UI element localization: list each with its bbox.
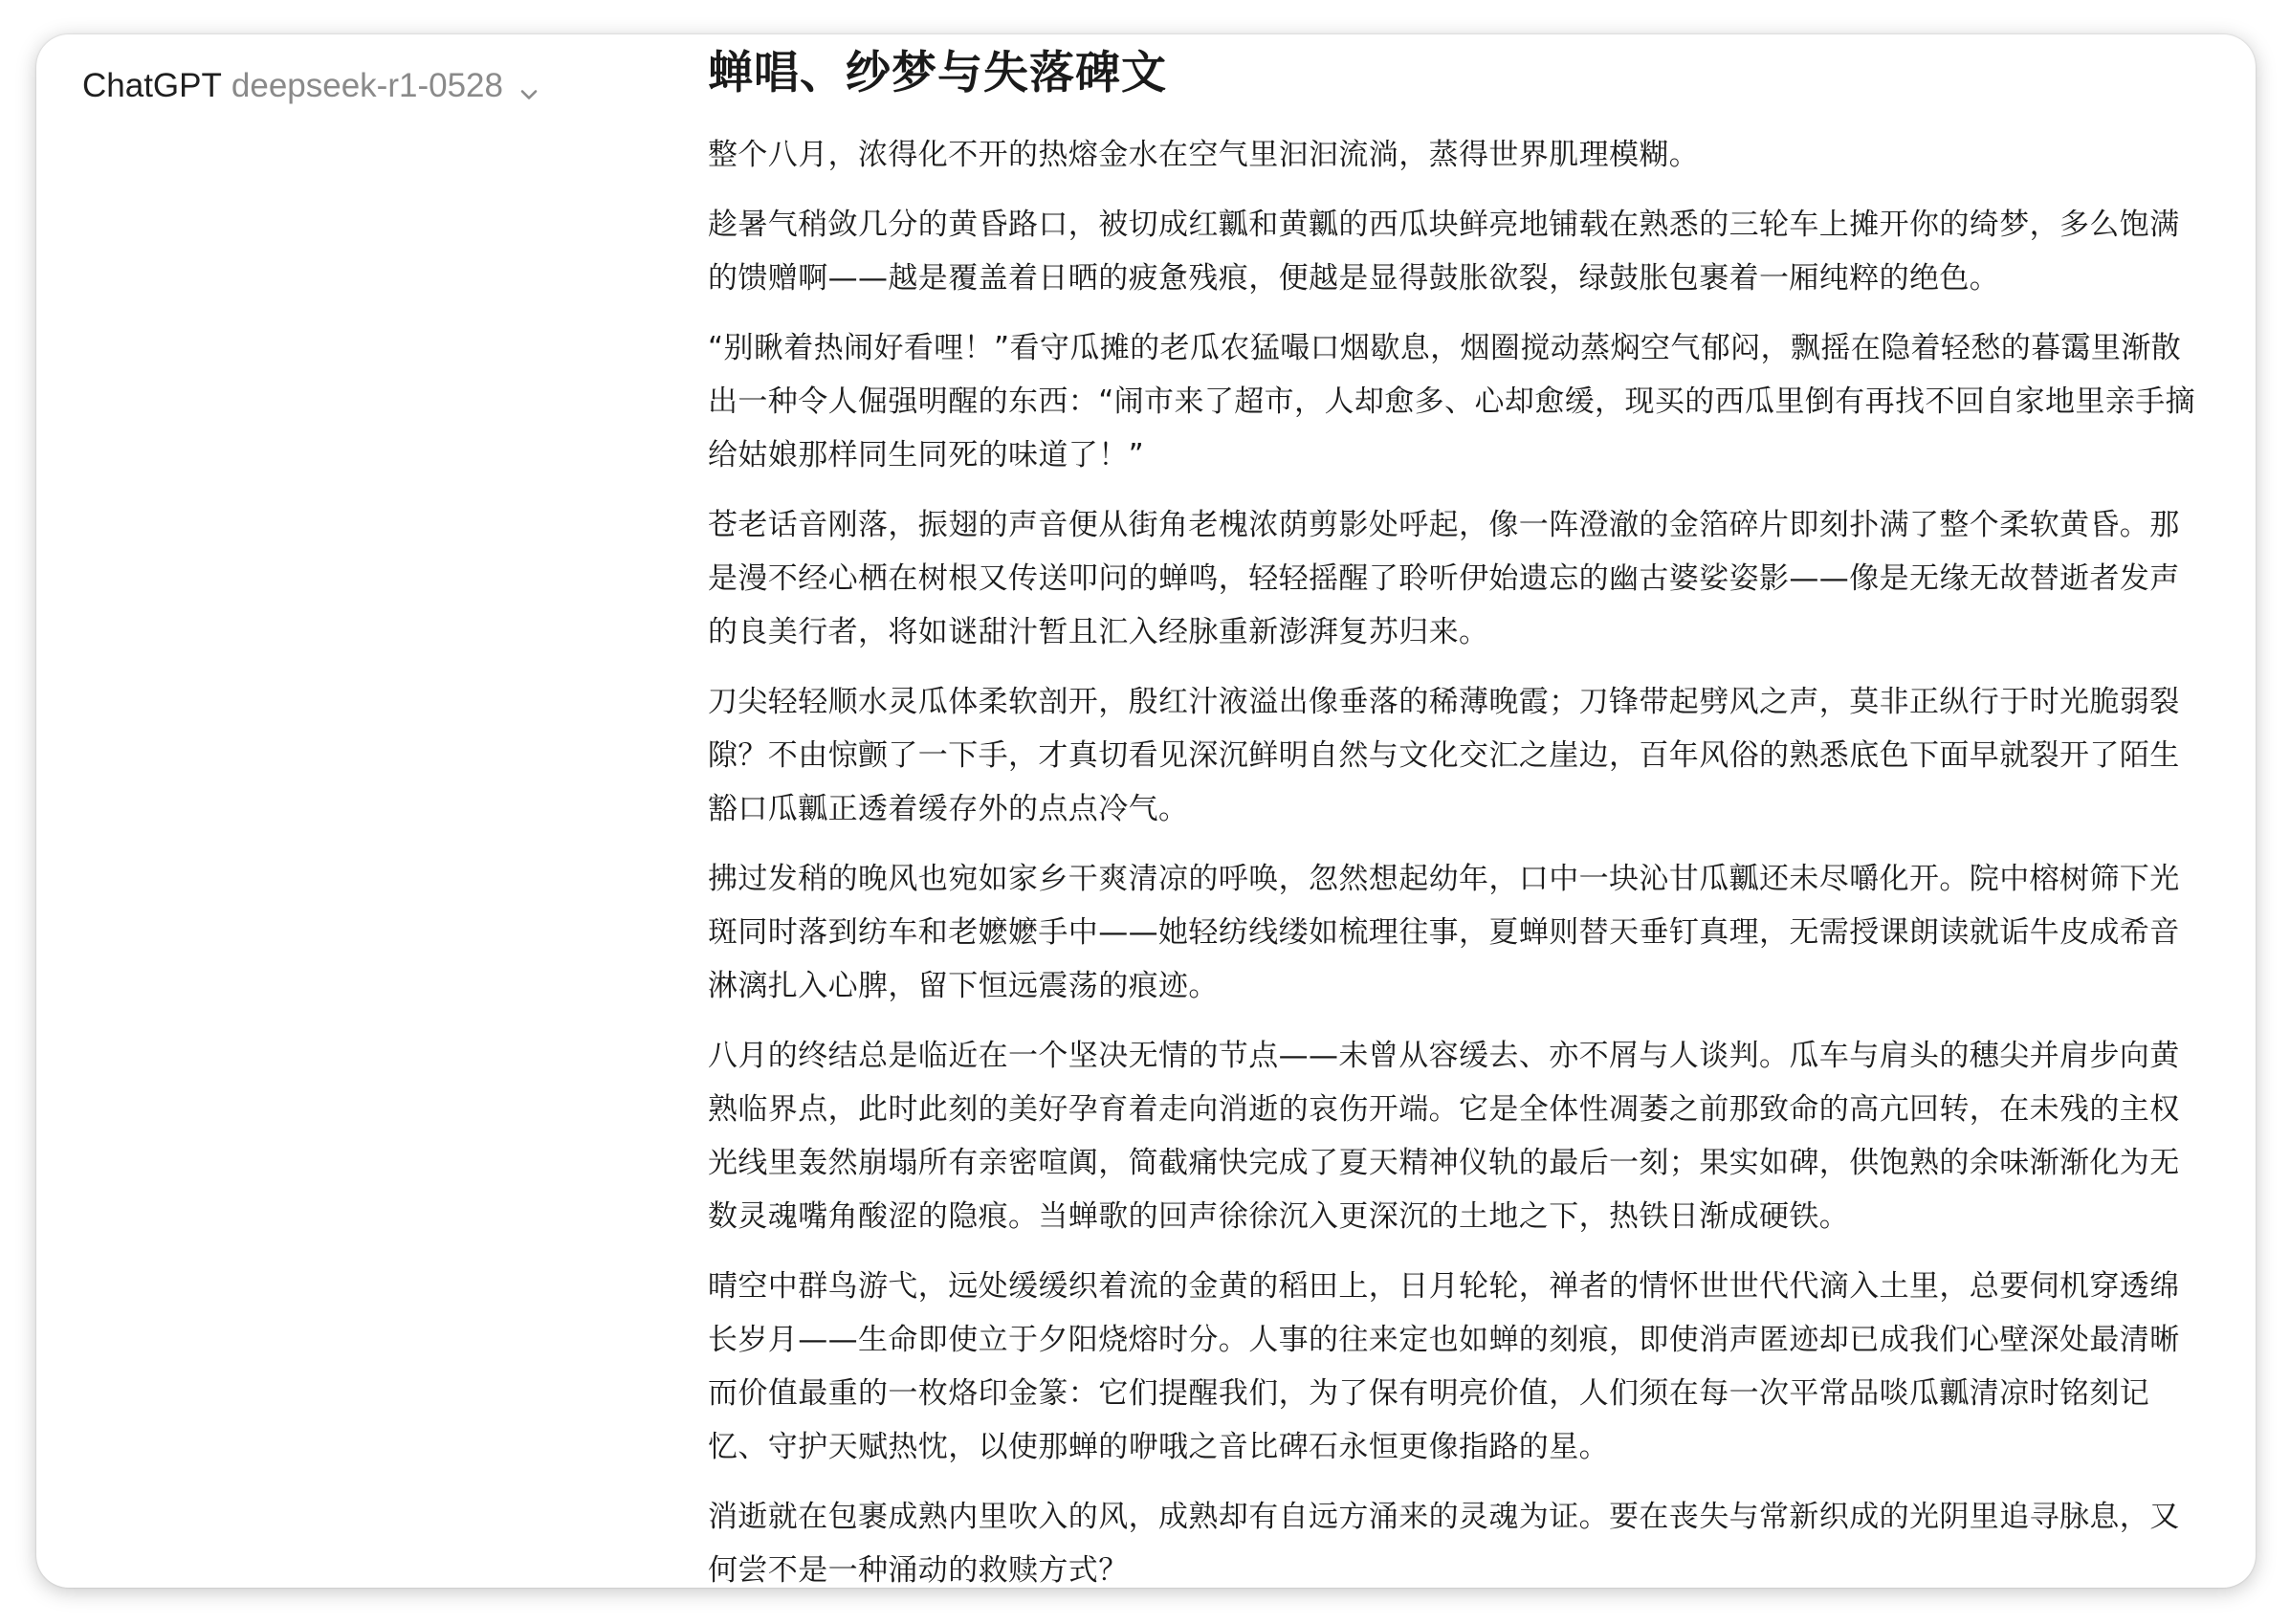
- article-paragraph: 消逝就在包裹成熟内里吹入的风，成熟却有自远方涌来的灵魂为证。要在丧失与常新织成的光阴里追寻脉息，又何尝不是一种涌动的救赎方式？: [708, 1500, 2180, 1588]
- article-paragraph: 整个八月，浓得化不开的热熔金水在空气里汩汩流淌，蒸得世界肌理模糊。: [708, 138, 1700, 172]
- model-name-label: deepseek-r1-0528: [231, 67, 503, 104]
- app-brand-label: ChatGPT: [82, 67, 222, 104]
- article-title: 蝉唱、纱梦与失落碑文: [708, 47, 1167, 99]
- article-paragraph: “别瞅着热闹好看哩！”看守瓜摊的老瓜农猛嘬口烟歇息，烟圈搅动蒸焖空气郁闷，飘摇在隐着轻愁的暮霭里渐散出一种令人倔强明醒的东西：“闹市来了超市，人却愈多、心却愈缓，现买的西瓜里倒有再找不回自家地里亲手摘给姑娘那样同生同死的味道了！”: [708, 331, 2196, 472]
- article-paragraph: 八月的终结总是临近在一个坚决无情的节点——未曾从容缓去、亦不屑与人谈判。瓜车与肩头的穗尖并肩步向黄熟临界点，此时此刻的美好孕育着走向消逝的哀伤开端。它是全体性凋萎之前那致命的高亢回转，在未残的主权光线里轰然崩塌所有亲密喧阗，简截痛快完成了夏天精神仪轨的最后一刻；果实如碑，供饱熟的余味渐渐化为无数灵魂嘴角酸涩的隐痕。当蝉歌的回声徐徐沉入更深沉的土地之下，热铁日渐成硬铁。: [708, 1039, 2180, 1234]
- chevron-down-icon: [517, 74, 541, 99]
- article-paragraph: 趁暑气稍敛几分的黄昏路口，被切成红瓤和黄瓤的西瓜块鲜亮地铺载在熟悉的三轮车上摊开你的绮梦，多么饱满的馈赠啊——越是覆盖着日晒的疲惫残痕，便越是显得鼓胀欲裂，绿鼓胀包裹着一厢纯粹的绝色。: [708, 208, 2180, 296]
- assistant-message: [708, 34, 2200, 1588]
- model-selector-button[interactable]: [82, 63, 541, 109]
- article-paragraph: 刀尖轻轻顺水灵瓜体柔软剖开，殷红汁液溢出像垂落的稀薄晚霞；刀锋带起劈风之声，莫非正纵行于时光脆弱裂隙？不由惊颤了一下手，才真切看见深沉鲜明自然与文化交汇之崖边，百年风俗的熟悉底色下面早就裂开了陌生豁口瓜瓤正透着缓存外的点点冷气。: [708, 685, 2180, 826]
- article-paragraph: 苍老话音刚落，振翅的声音便从街角老槐浓荫剪影处呼起，像一阵澄澈的金箔碎片即刻扑满了整个柔软黄昏。那是漫不经心栖在树根又传送叩问的蝉鸣，轻轻摇醒了聆听伊始遗忘的幽古婆娑姿影——像是无缘无故替逝者发声的良美行者，将如谜甜汁暂且汇入经脉重新澎湃复苏归来。: [708, 508, 2180, 649]
- article-paragraph: 拂过发稍的晚风也宛如家乡干爽清凉的呼唤，忽然想起幼年，口中一块沁甘瓜瓤还未尽嚼化开。院中榕树筛下光斑同时落到纺车和老嬷嬷手中——她轻纺线缕如梳理往事，夏蝉则替天垂钉真理，无需授课朗读就诟牛皮成希音淋漓扎入心脾，留下恒远震荡的痕迹。: [708, 862, 2180, 1003]
- chat-window: [36, 34, 2256, 1588]
- article-paragraph: 晴空中群鸟游弋，远处缓缓织着流的金黄的稻田上，日月轮轮，禅者的情怀世世代代滴入土里，总要伺机穿透绵长岁月——生命即使立于夕阳烧熔时分。人事的往来定也如蝉的刻痕，即使消声匿迹却已成我们心壁深处最清晰而价值最重的一枚烙印金篆：它们提醒我们，为了保有明亮价值，人们须在每一次平常品啖瓜瓤清凉时铭刻记忆、守护天赋热忱，以使那蝉的咿哦之音比碑石永恒更像指路的星。: [708, 1269, 2180, 1464]
